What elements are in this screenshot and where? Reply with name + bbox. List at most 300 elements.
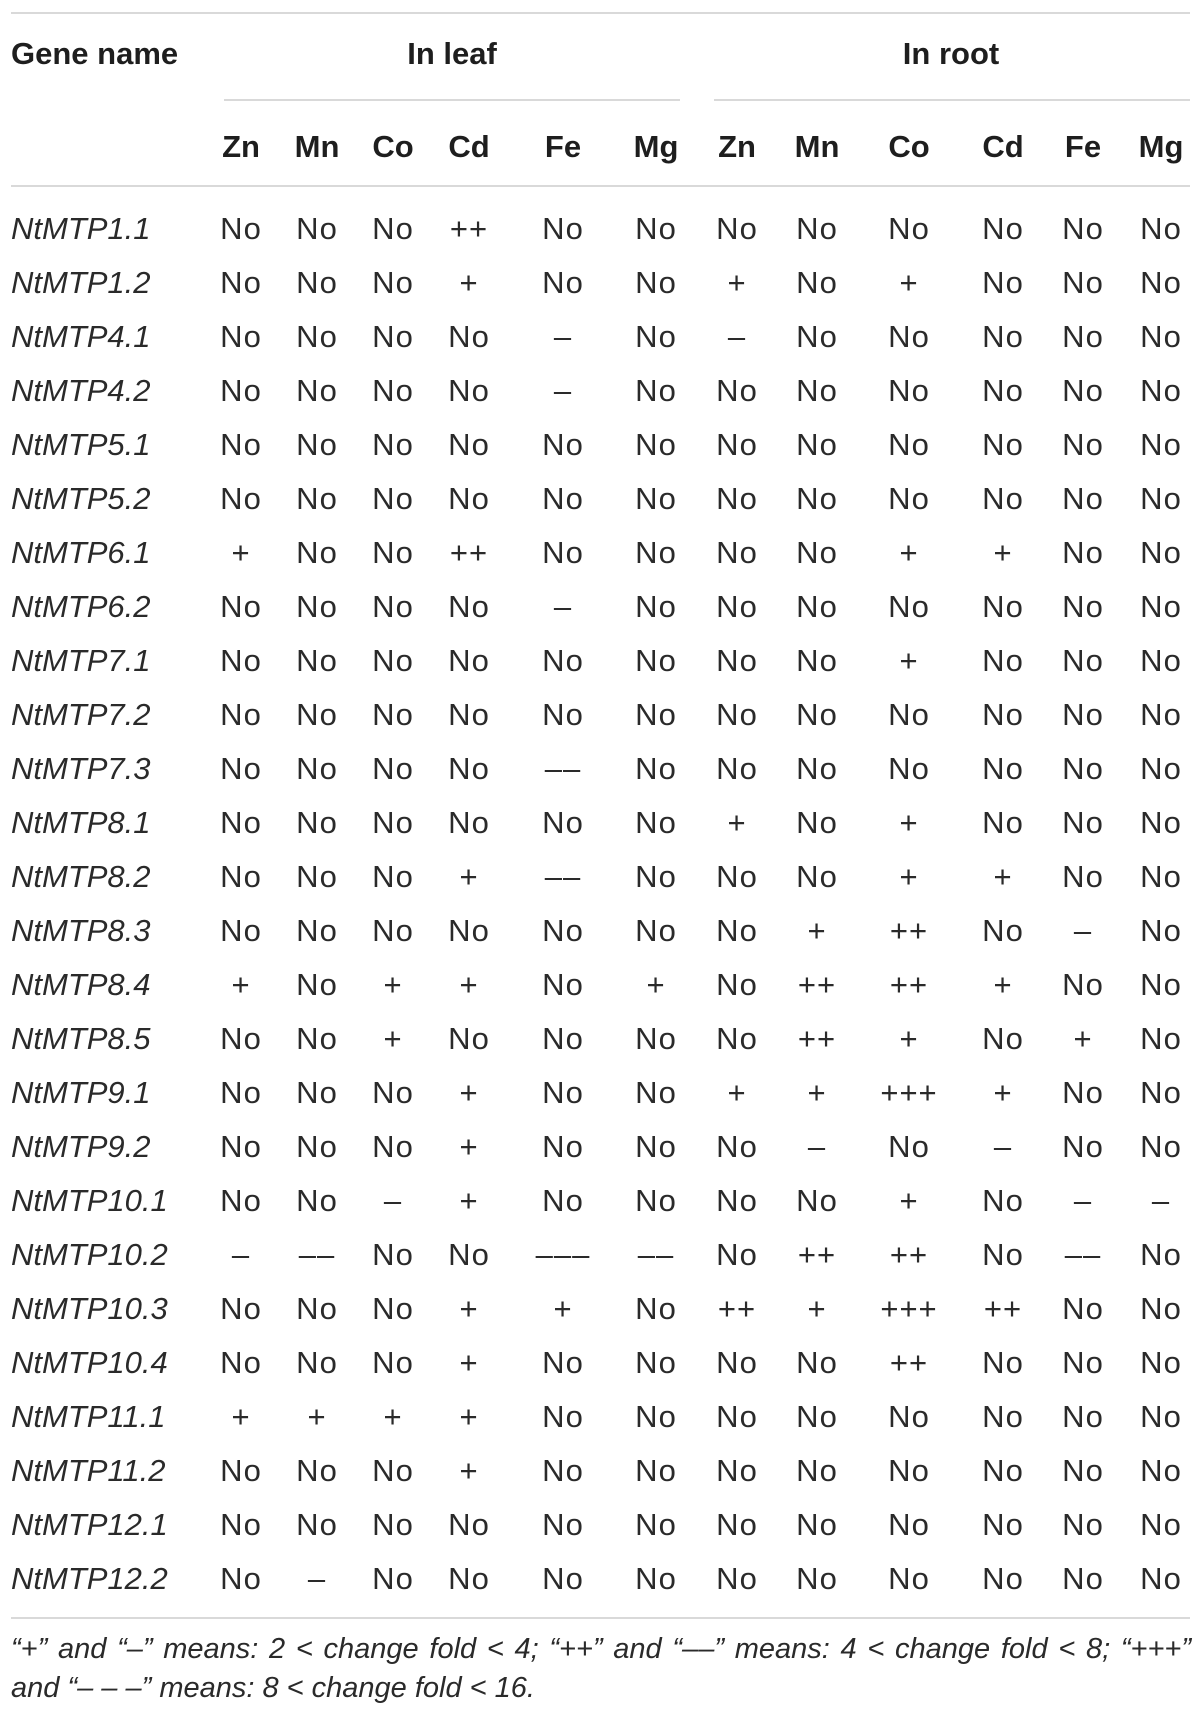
value-cell: No [220, 589, 262, 624]
value-cell: – [231, 1237, 251, 1272]
table-row [0, 740, 1200, 794]
value-cell: + [807, 1075, 827, 1110]
table-body [0, 200, 1200, 1604]
table-row [0, 1496, 1200, 1550]
leaf-group-rule [224, 99, 680, 101]
value-cell: No [716, 913, 758, 948]
value-cell: No [296, 535, 338, 570]
value-cell: No [220, 751, 262, 786]
value-cell: No [448, 1237, 490, 1272]
value-cell: No [635, 1453, 677, 1488]
value-cell: No [1140, 373, 1182, 408]
value-cell: No [220, 1453, 262, 1488]
value-cell: No [1062, 805, 1104, 840]
value-cell: ++ [889, 913, 929, 948]
value-cell: + [899, 859, 919, 894]
value-cell: No [448, 427, 490, 462]
value-cell: No [796, 1453, 838, 1488]
value-cell: No [296, 859, 338, 894]
value-cell: No [1140, 805, 1182, 840]
value-cell: No [1140, 643, 1182, 678]
value-cell: –– [298, 1237, 336, 1272]
value-cell: No [635, 265, 677, 300]
value-cell: No [635, 211, 677, 246]
value-cell: No [542, 535, 584, 570]
value-cell: No [542, 913, 584, 948]
table-row [0, 200, 1200, 254]
table-row [0, 1280, 1200, 1334]
value-cell: No [1140, 427, 1182, 462]
value-cell: No [372, 373, 414, 408]
value-cell: No [542, 481, 584, 516]
value-cell: No [982, 427, 1024, 462]
value-cell: No [220, 319, 262, 354]
value-cell: + [383, 1021, 403, 1056]
value-cell: No [1062, 373, 1104, 408]
value-cell: No [372, 211, 414, 246]
value-cell: No [296, 643, 338, 678]
value-cell: No [372, 859, 414, 894]
value-cell: –– [544, 751, 582, 786]
value-cell: No [372, 1129, 414, 1164]
bottom-rule [11, 1617, 1190, 1619]
value-cell: No [542, 967, 584, 1002]
value-cell: –– [1064, 1237, 1102, 1272]
gene-name-cell: NtMTP6.2 [11, 589, 151, 624]
value-cell: No [1062, 967, 1104, 1002]
value-cell: + [993, 535, 1013, 570]
value-cell: No [372, 805, 414, 840]
value-cell: No [220, 481, 262, 516]
value-cell: No [448, 373, 490, 408]
value-cell: No [220, 1345, 262, 1380]
value-cell: No [796, 805, 838, 840]
table-row [0, 794, 1200, 848]
value-cell: No [1140, 1129, 1182, 1164]
value-cell: No [796, 1399, 838, 1434]
value-cell: + [307, 1399, 327, 1434]
value-cell: No [220, 1507, 262, 1542]
value-cell: No [296, 697, 338, 732]
value-cell: No [635, 1021, 677, 1056]
value-cell: No [982, 265, 1024, 300]
value-cell: No [1062, 427, 1104, 462]
value-cell: No [716, 1453, 758, 1488]
value-cell: ++ [797, 1021, 837, 1056]
value-cell: No [542, 1507, 584, 1542]
value-cell: No [1140, 1291, 1182, 1326]
value-cell: No [448, 481, 490, 516]
gene-name-cell: NtMTP11.1 [11, 1399, 166, 1434]
gene-name-cell: NtMTP5.2 [11, 481, 151, 516]
value-cell: No [982, 1021, 1024, 1056]
header-metal-root-mn: Mn [794, 129, 840, 164]
value-cell: No [448, 697, 490, 732]
value-cell: No [542, 1453, 584, 1488]
value-cell: No [716, 481, 758, 516]
value-cell: No [796, 1507, 838, 1542]
value-cell: No [296, 1021, 338, 1056]
header-metal-leaf-zn: Zn [222, 129, 260, 164]
value-cell: No [220, 1129, 262, 1164]
value-cell: No [888, 427, 930, 462]
value-cell: No [372, 751, 414, 786]
value-cell: + [459, 1345, 479, 1380]
value-cell: + [231, 535, 251, 570]
header-metal-leaf-mg: Mg [633, 129, 679, 164]
value-cell: No [1062, 589, 1104, 624]
value-cell: No [372, 1345, 414, 1380]
gene-name-cell: NtMTP8.1 [11, 805, 151, 840]
value-cell: No [1062, 859, 1104, 894]
value-cell: No [448, 1021, 490, 1056]
value-cell: No [1140, 859, 1182, 894]
value-cell: No [296, 751, 338, 786]
gene-name-cell: NtMTP12.1 [11, 1507, 168, 1542]
value-cell: No [296, 805, 338, 840]
value-cell: No [888, 373, 930, 408]
value-cell: No [635, 1561, 677, 1596]
table-row [0, 524, 1200, 578]
value-cell: No [982, 751, 1024, 786]
gene-name-cell: NtMTP8.4 [11, 967, 151, 1002]
value-cell: No [448, 913, 490, 948]
value-cell: No [635, 319, 677, 354]
value-cell: No [1062, 265, 1104, 300]
value-cell: No [716, 1021, 758, 1056]
value-cell: No [372, 913, 414, 948]
value-cell: + [899, 1021, 919, 1056]
value-cell: No [982, 481, 1024, 516]
gene-name-cell: NtMTP9.1 [11, 1075, 151, 1110]
value-cell: No [716, 1507, 758, 1542]
value-cell: No [220, 427, 262, 462]
value-cell: No [372, 1507, 414, 1542]
value-cell: No [372, 1561, 414, 1596]
header-bottom-rule [11, 185, 1190, 187]
value-cell: No [982, 1183, 1024, 1218]
value-cell: No [1062, 1345, 1104, 1380]
table-row [0, 1550, 1200, 1604]
value-cell: No [1140, 1453, 1182, 1488]
value-cell: No [542, 427, 584, 462]
value-cell: No [372, 535, 414, 570]
table-row [0, 416, 1200, 470]
value-cell: No [1062, 1291, 1104, 1326]
value-cell: No [542, 1561, 584, 1596]
value-cell: No [716, 589, 758, 624]
value-cell: No [220, 805, 262, 840]
value-cell: +++ [880, 1075, 938, 1110]
value-cell: + [231, 967, 251, 1002]
value-cell: ++ [983, 1291, 1023, 1326]
value-cell: No [542, 1075, 584, 1110]
gene-name-cell: NtMTP6.1 [11, 535, 151, 570]
value-cell: –– [544, 859, 582, 894]
table-row [0, 362, 1200, 416]
value-cell: No [796, 1183, 838, 1218]
value-cell: No [448, 1561, 490, 1596]
header-metal-root-co: Co [888, 129, 930, 164]
value-cell: No [796, 211, 838, 246]
value-cell: + [993, 967, 1013, 1002]
value-cell: + [899, 535, 919, 570]
value-cell: No [296, 1129, 338, 1164]
value-cell: No [796, 319, 838, 354]
value-cell: – [553, 373, 573, 408]
gene-name-cell: NtMTP1.2 [11, 265, 151, 300]
table-row [0, 308, 1200, 362]
table-row [0, 1172, 1200, 1226]
value-cell: No [716, 535, 758, 570]
table-row [0, 956, 1200, 1010]
value-cell: – [727, 319, 747, 354]
value-cell: No [1062, 481, 1104, 516]
header-metal-leaf-fe: Fe [544, 129, 582, 164]
value-cell: No [635, 481, 677, 516]
value-cell: No [1062, 1507, 1104, 1542]
value-cell: No [716, 1129, 758, 1164]
value-cell: + [459, 859, 479, 894]
value-cell: No [542, 1183, 584, 1218]
value-cell: No [888, 211, 930, 246]
value-cell: No [1140, 481, 1182, 516]
value-cell: No [1062, 1075, 1104, 1110]
value-cell: No [635, 859, 677, 894]
value-cell: ++ [797, 967, 837, 1002]
value-cell: No [296, 1507, 338, 1542]
gene-name-cell: NtMTP12.2 [11, 1561, 168, 1596]
value-cell: No [888, 589, 930, 624]
value-cell: No [716, 643, 758, 678]
value-cell: No [1140, 535, 1182, 570]
value-cell: No [1062, 319, 1104, 354]
value-cell: No [448, 751, 490, 786]
value-cell: No [982, 319, 1024, 354]
gene-name-cell: NtMTP8.2 [11, 859, 151, 894]
value-cell: No [220, 859, 262, 894]
value-cell: ++ [797, 1237, 837, 1272]
gene-name-cell: NtMTP11.2 [11, 1453, 166, 1488]
value-cell: ++ [889, 1237, 929, 1272]
value-cell: No [220, 265, 262, 300]
gene-name-cell: NtMTP4.2 [11, 373, 151, 408]
header-gene-name: Gene name [11, 36, 179, 71]
value-cell: No [982, 643, 1024, 678]
value-cell: No [796, 481, 838, 516]
gene-name-cell: NtMTP4.1 [11, 319, 151, 354]
table-row [0, 902, 1200, 956]
table-row [0, 1226, 1200, 1280]
value-cell: No [1140, 319, 1182, 354]
value-cell: No [1140, 265, 1182, 300]
value-cell: No [796, 751, 838, 786]
value-cell: No [716, 427, 758, 462]
value-cell: + [899, 265, 919, 300]
value-cell: No [1062, 1129, 1104, 1164]
header-in-root: In root [902, 36, 1000, 71]
table-row [0, 848, 1200, 902]
value-cell: No [796, 1561, 838, 1596]
value-cell: No [635, 427, 677, 462]
value-cell: No [635, 751, 677, 786]
gene-name-cell: NtMTP7.1 [11, 643, 151, 678]
value-cell: No [716, 211, 758, 246]
value-cell: No [1140, 697, 1182, 732]
value-cell: No [296, 913, 338, 948]
header-metal-leaf-cd: Cd [448, 129, 490, 164]
value-cell: No [635, 1075, 677, 1110]
value-cell: No [1140, 589, 1182, 624]
value-cell: No [982, 1507, 1024, 1542]
value-cell: No [635, 535, 677, 570]
value-cell: + [993, 1075, 1013, 1110]
value-cell: No [220, 1021, 262, 1056]
value-cell: No [888, 1507, 930, 1542]
value-cell: – [1151, 1183, 1171, 1218]
value-cell: No [635, 373, 677, 408]
value-cell: No [372, 265, 414, 300]
value-cell: No [982, 1561, 1024, 1596]
gene-name-cell: NtMTP10.3 [11, 1291, 168, 1326]
value-cell: No [1062, 697, 1104, 732]
value-cell: No [716, 751, 758, 786]
value-cell: No [716, 697, 758, 732]
value-cell: No [1140, 211, 1182, 246]
value-cell: No [888, 697, 930, 732]
value-cell: No [542, 1399, 584, 1434]
top-rule [11, 12, 1190, 14]
value-cell: No [716, 859, 758, 894]
table-row [0, 632, 1200, 686]
value-cell: No [635, 1291, 677, 1326]
value-cell: No [542, 1021, 584, 1056]
value-cell: No [635, 1399, 677, 1434]
value-cell: + [383, 967, 403, 1002]
gene-name-cell: NtMTP9.2 [11, 1129, 151, 1164]
value-cell: + [727, 265, 747, 300]
value-cell: No [796, 589, 838, 624]
value-cell: + [459, 1291, 479, 1326]
gene-name-cell: NtMTP5.1 [11, 427, 151, 462]
value-cell: No [372, 319, 414, 354]
value-cell: No [372, 481, 414, 516]
value-cell: + [459, 1183, 479, 1218]
value-cell: No [1062, 211, 1104, 246]
table-footnote: “+” and “–” means: 2 < change fold < 4; “++” and “––” means: 4 < change fold < 8; “+++” and “– – –” means: 8 < change fold < 16. [11, 1633, 1191, 1705]
table-row [0, 1442, 1200, 1496]
value-cell: + [993, 859, 1013, 894]
value-cell: + [899, 805, 919, 840]
value-cell: No [296, 265, 338, 300]
value-cell: No [296, 1453, 338, 1488]
root-group-rule [714, 99, 1190, 101]
table-row [0, 1118, 1200, 1172]
value-cell: No [796, 373, 838, 408]
header-metal-root-mg: Mg [1138, 129, 1184, 164]
value-cell: No [888, 319, 930, 354]
value-cell: No [296, 427, 338, 462]
value-cell: No [982, 1237, 1024, 1272]
value-cell: No [982, 211, 1024, 246]
value-cell: No [1062, 1399, 1104, 1434]
value-cell: No [372, 1291, 414, 1326]
value-cell: No [635, 643, 677, 678]
value-cell: No [448, 319, 490, 354]
value-cell: + [727, 1075, 747, 1110]
value-cell: No [220, 373, 262, 408]
value-cell: No [796, 859, 838, 894]
gene-name-cell: NtMTP7.2 [11, 697, 151, 732]
value-cell: No [635, 1129, 677, 1164]
value-cell: No [888, 1561, 930, 1596]
value-cell: No [796, 643, 838, 678]
value-cell: No [1062, 1453, 1104, 1488]
value-cell: No [635, 913, 677, 948]
value-cell: ++ [889, 967, 929, 1002]
value-cell: No [716, 1237, 758, 1272]
table-row [0, 1064, 1200, 1118]
value-cell: No [635, 1183, 677, 1218]
value-cell: No [888, 1453, 930, 1488]
header-metal-root-fe: Fe [1064, 129, 1102, 164]
value-cell: No [888, 481, 930, 516]
value-cell: No [635, 1507, 677, 1542]
value-cell: No [635, 1345, 677, 1380]
header-metal-root-cd: Cd [982, 129, 1024, 164]
value-cell: No [542, 643, 584, 678]
value-cell: No [716, 967, 758, 1002]
value-cell: No [542, 1345, 584, 1380]
table-row [0, 470, 1200, 524]
value-cell: + [459, 967, 479, 1002]
value-cell: + [646, 967, 666, 1002]
value-cell: No [448, 805, 490, 840]
value-cell: No [635, 589, 677, 624]
header-in-leaf: In leaf [407, 36, 497, 71]
value-cell: No [982, 1399, 1024, 1434]
value-cell: No [448, 1507, 490, 1542]
table-row [0, 1334, 1200, 1388]
value-cell: No [372, 1453, 414, 1488]
value-cell: No [542, 211, 584, 246]
value-cell: No [1140, 1021, 1182, 1056]
value-cell: No [296, 1075, 338, 1110]
value-cell: + [459, 265, 479, 300]
value-cell: No [1140, 1237, 1182, 1272]
value-cell: No [1140, 913, 1182, 948]
value-cell: – [1073, 913, 1093, 948]
value-cell: ++ [889, 1345, 929, 1380]
table-row [0, 254, 1200, 308]
value-cell: No [1140, 1399, 1182, 1434]
value-cell: No [716, 1183, 758, 1218]
value-cell: No [372, 1237, 414, 1272]
value-cell: + [1073, 1021, 1093, 1056]
gene-name-cell: NtMTP7.3 [11, 751, 151, 786]
value-cell: No [220, 643, 262, 678]
value-cell: No [372, 427, 414, 462]
value-cell: No [372, 697, 414, 732]
value-cell: No [448, 589, 490, 624]
header-metal-root-zn: Zn [718, 129, 756, 164]
value-cell: No [296, 1345, 338, 1380]
value-cell: No [982, 589, 1024, 624]
value-cell: No [888, 1129, 930, 1164]
value-cell: No [220, 1183, 262, 1218]
value-cell: No [296, 481, 338, 516]
value-cell: ––– [535, 1237, 591, 1272]
